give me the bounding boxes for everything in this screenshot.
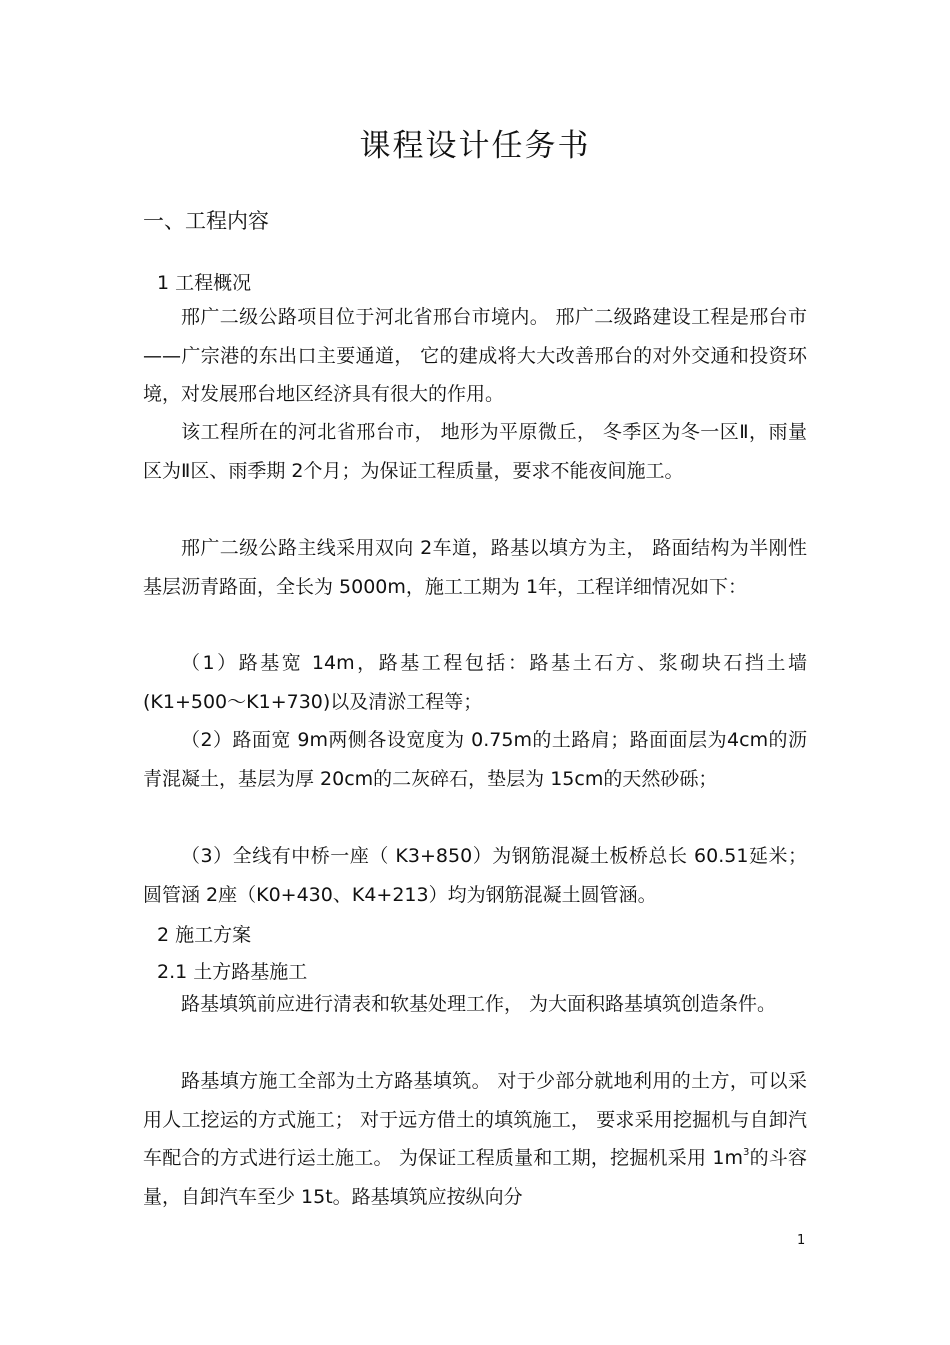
- subsection-heading: 2 施工方案: [157, 924, 252, 946]
- paragraph-text: 路基填方施工全部为土方路基填筑。 对于少部分就地利用的土方，可以采用人工挖运的方式施工； 对于远方借土的填筑施工， 要求采用挖掘机与自卸汽车配合的方式进行运土施工。 为保证工程质量和工期，挖掘机采用 1m: [143, 1070, 807, 1169]
- section-heading: 一、工程内容: [143, 209, 269, 233]
- paragraph-text: 的斗容量，自卸汽车至少 15t。路基填筑应按纵向分: [143, 1147, 807, 1208]
- subsection-heading: 1 工程概况: [157, 272, 252, 294]
- paragraph: 邢广二级公路项目位于河北省邢台市境内。 邢广二级路建设工程是邢台市——广宗港的东出口主要通道， 它的建成将大大改善邢台的对外交通和投资环境，对发展邢台地区经济具有很大的作用。: [143, 306, 807, 405]
- subsection-heading: 2.1 土方路基施工: [157, 961, 308, 983]
- page-title: 课程设计任务书: [359, 128, 591, 164]
- superscript: 3: [743, 1147, 750, 1158]
- page-number: 1: [797, 1233, 806, 1248]
- paragraph: （2）路面宽 9m两侧各设宽度为 0.75m的土路肩；路面面层为4cm的沥青混凝土，基层为厚 20cm的二灰碎石，垫层为 15cm的天然砂砾；: [143, 729, 807, 790]
- paragraph: （3）全线有中桥一座（ K3+850）为钢筋混凝土板桥总长 60.51延米；圆管涵 2座（K0+430、K4+213）均为钢筋混凝土圆管涵。: [143, 845, 807, 906]
- paragraph: [143, 1062, 807, 1216]
- paragraph: 邢广二级公路主线采用双向 2车道，路基以填方为主， 路面结构为半刚性基层沥青路面，全长为 5000m，施工工期为 1年，工程详细情况如下：: [143, 537, 807, 598]
- paragraph: 该工程所在的河北省邢台市， 地形为平原微丘， 冬季区为冬一区Ⅱ，雨量区为Ⅱ区、雨季期 2个月；为保证工程质量，要求不能夜间施工。: [143, 421, 807, 482]
- paragraph: 路基填筑前应进行清表和软基处理工作， 为大面积路基填筑创造条件。: [181, 993, 777, 1015]
- paragraph: （1）路基宽 14m，路基工程包括：路基土石方、浆砌块石挡土墙(K1+500～K1+730)以及清淤工程等；: [143, 652, 807, 713]
